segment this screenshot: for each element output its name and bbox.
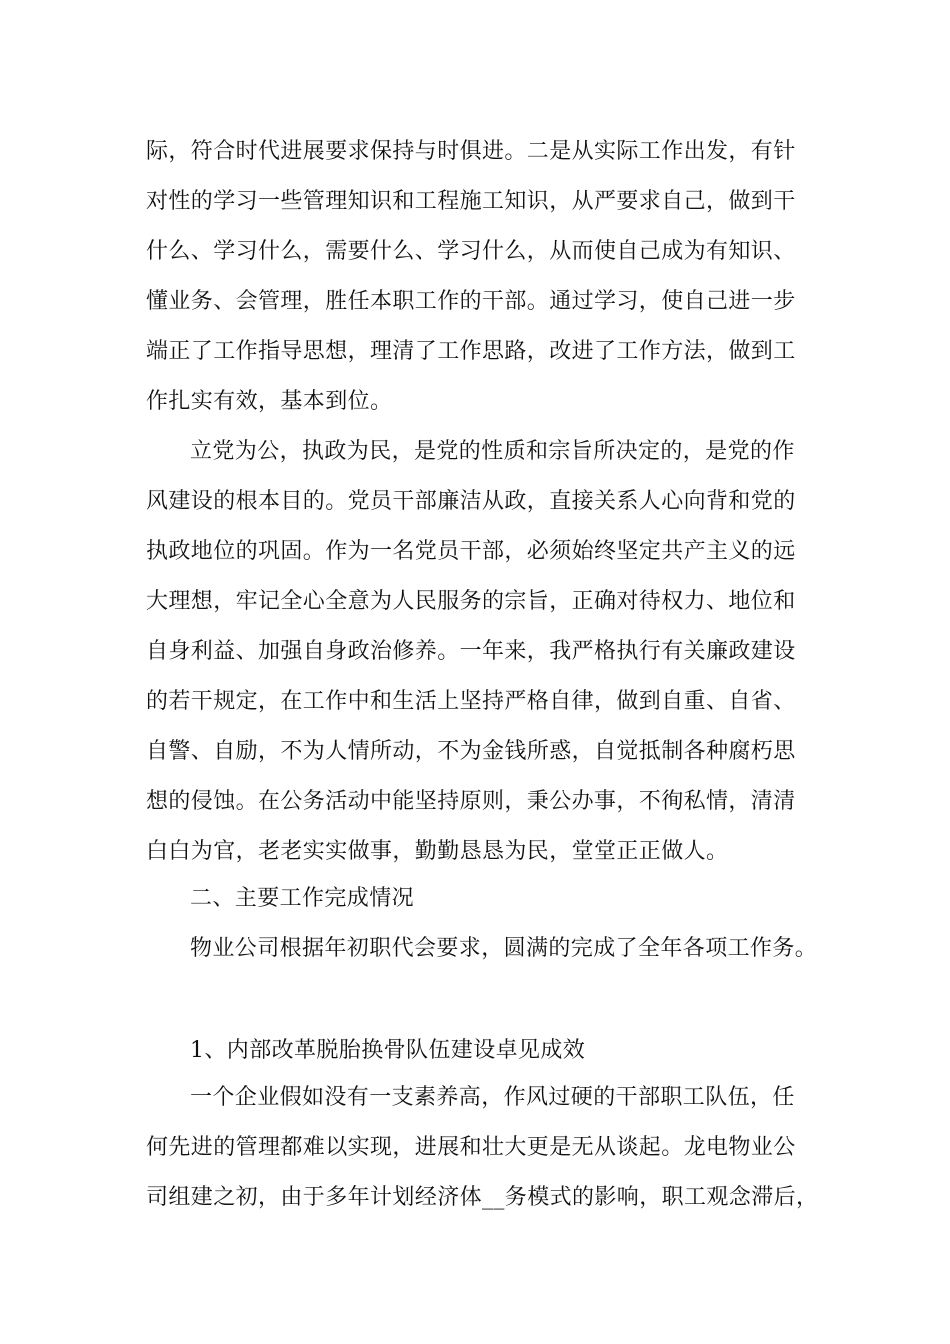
paragraph-2-line-8: 想的侵蚀。在公务活动中能坚持原则，秉公办事，不徇私情，清清 [146, 789, 796, 814]
paragraph-1-line-1: 际，符合时代进展要求保持与时俱进。二是从实际工作出发，有针 [146, 139, 796, 164]
paragraph-1-line-2: 对性的学习一些管理知识和工程施工知识，从严要求自己，做到干 [146, 189, 796, 214]
paragraph-2-line-9: 白白为官，老老实实做事，勤勤恳恳为民，堂堂正正做人。 [146, 839, 729, 864]
section-intro: 物业公司根据年初职代会要求，圆满的完成了全年各项工作务。 [190, 936, 818, 961]
paragraph-1-line-3: 什么、学习什么，需要什么、学习什么，从而使自己成为有知识、 [146, 239, 796, 264]
paragraph-3-line-2: 何先进的管理都难以实现，进展和壮大更是无从谈起。龙电物业公 [146, 1135, 796, 1160]
paragraph-3-line-1: 一个企业假如没有一支素养高，作风过硬的干部职工队伍，任 [190, 1085, 795, 1110]
paragraph-3-line-3: 司组建之初，由于多年计划经济体__务模式的影响，职工观念滞后， [146, 1185, 819, 1210]
section-heading: 二、主要工作完成情况 [190, 886, 415, 911]
paragraph-1-line-5: 端正了工作指导思想，理清了工作思路，改进了工作方法，做到工 [146, 339, 796, 364]
paragraph-1-line-4: 懂业务、会管理，胜任本职工作的干部。通过学习，使自己进一步 [146, 289, 796, 314]
paragraph-2-line-2: 风建设的根本目的。党员干部廉洁从政，直接关系人心向背和党的 [146, 489, 796, 514]
paragraph-1-line-6: 作扎实有效，基本到位。 [146, 389, 393, 414]
paragraph-2-line-3: 执政地位的巩固。作为一名党员干部，必须始终坚定共产主义的远 [146, 539, 796, 564]
paragraph-2-line-7: 自警、自励，不为人情所动，不为金钱所惑，自觉抵制各种腐朽思 [146, 739, 796, 764]
paragraph-2-line-5: 自身利益、加强自身政治修养。一年来，我严格执行有关廉政建设 [146, 639, 796, 664]
subsection-heading: 1、内部改革脱胎换骨队伍建设卓见成效 [190, 1038, 586, 1063]
paragraph-2-line-4: 大理想，牢记全心全意为人民服务的宗旨，正确对待权力、地位和 [146, 589, 796, 614]
paragraph-2-line-1: 立党为公，执政为民，是党的性质和宗旨所决定的，是党的作 [190, 439, 795, 464]
paragraph-2-line-6: 的若干规定，在工作中和生活上坚持严格自律，做到自重、自省、 [146, 689, 796, 714]
